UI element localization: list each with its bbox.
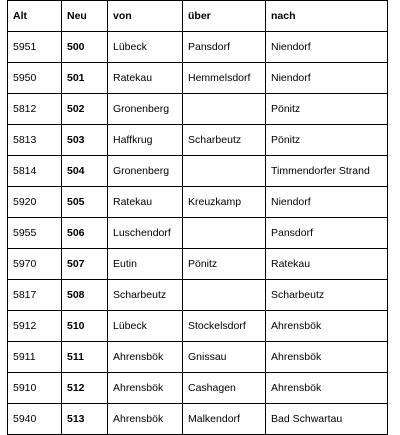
cell-neu: 513 [62,404,108,435]
table-row [8,280,388,311]
cell-von: Ratekau [108,63,183,94]
header-uber: über [183,1,266,32]
cell-nach: Scharbeutz [266,280,388,311]
cell-neu: 506 [62,218,108,249]
table-row [8,311,388,342]
cell-nach: Niendorf [266,32,388,63]
route-table-container [7,0,388,435]
cell-uber [183,218,266,249]
cell-von: Ahrensbök [108,373,183,404]
cell-von: Luschendorf [108,218,183,249]
cell-von: Ahrensbök [108,342,183,373]
cell-uber: Pansdorf [183,32,266,63]
cell-alt: 5912 [8,311,62,342]
cell-neu: 510 [62,311,108,342]
table-row [8,156,388,187]
cell-uber: Malkendorf [183,404,266,435]
cell-uber: Cashagen [183,373,266,404]
cell-von: Ahrensbök [108,404,183,435]
cell-uber [183,156,266,187]
table-row [8,342,388,373]
cell-alt: 5910 [8,373,62,404]
cell-neu: 507 [62,249,108,280]
table-row [8,187,388,218]
cell-nach: Pönitz [266,94,388,125]
table-row [8,249,388,280]
route-table [7,0,388,435]
cell-nach: Bad Schwartau [266,404,388,435]
table-body [8,32,388,435]
cell-neu: 504 [62,156,108,187]
cell-neu: 511 [62,342,108,373]
cell-neu: 502 [62,94,108,125]
header-von: von [108,1,183,32]
cell-von: Lübeck [108,32,183,63]
cell-von: Scharbeutz [108,280,183,311]
cell-alt: 5970 [8,249,62,280]
table-row [8,32,388,63]
cell-nach: Ahrensbök [266,373,388,404]
cell-nach: Niendorf [266,63,388,94]
cell-alt: 5812 [8,94,62,125]
cell-uber: Kreuzkamp [183,187,266,218]
cell-neu: 505 [62,187,108,218]
header-alt: Alt [8,1,62,32]
cell-nach: Pönitz [266,125,388,156]
table-row [8,63,388,94]
cell-nach: Ahrensbök [266,342,388,373]
cell-nach: Niendorf [266,187,388,218]
cell-alt: 5813 [8,125,62,156]
cell-uber: Scharbeutz [183,125,266,156]
cell-von: Lübeck [108,311,183,342]
cell-alt: 5950 [8,63,62,94]
cell-alt: 5817 [8,280,62,311]
cell-uber: Hemmelsdorf [183,63,266,94]
cell-von: Haffkrug [108,125,183,156]
cell-alt: 5920 [8,187,62,218]
header-nach: nach [266,1,388,32]
table-row [8,218,388,249]
cell-neu: 501 [62,63,108,94]
cell-von: Eutin [108,249,183,280]
table-row [8,373,388,404]
table-header-row [8,1,388,32]
header-neu: Neu [62,1,108,32]
cell-neu: 503 [62,125,108,156]
cell-nach: Ahrensbök [266,311,388,342]
cell-uber [183,94,266,125]
cell-neu: 500 [62,32,108,63]
table-row [8,125,388,156]
cell-nach: Timmendorfer Strand [266,156,388,187]
cell-uber: Gnissau [183,342,266,373]
cell-alt: 5940 [8,404,62,435]
cell-uber [183,280,266,311]
cell-uber: Stockelsdorf [183,311,266,342]
cell-alt: 5814 [8,156,62,187]
cell-alt: 5911 [8,342,62,373]
cell-von: Ratekau [108,187,183,218]
cell-nach: Ratekau [266,249,388,280]
cell-von: Gronenberg [108,156,183,187]
cell-uber: Pönitz [183,249,266,280]
cell-alt: 5955 [8,218,62,249]
cell-neu: 512 [62,373,108,404]
cell-neu: 508 [62,280,108,311]
table-row [8,94,388,125]
cell-alt: 5951 [8,32,62,63]
table-row [8,404,388,435]
cell-von: Gronenberg [108,94,183,125]
cell-nach: Pansdorf [266,218,388,249]
